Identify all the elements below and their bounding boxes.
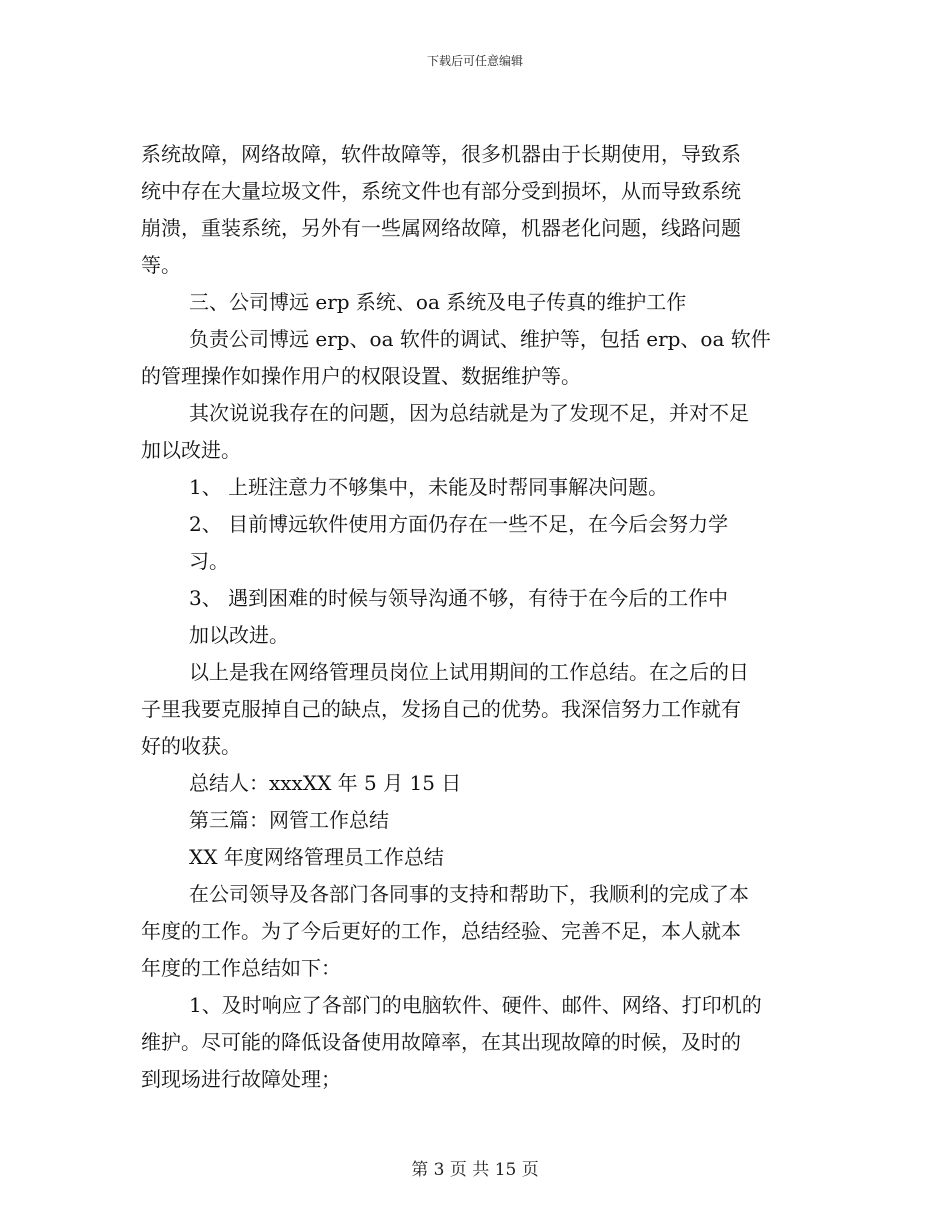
list-item: 1、 上班注意力不够集中，未能及时帮同事解决问题。: [189, 475, 669, 499]
body-line: 到现场进行故障处理；: [141, 1067, 341, 1091]
body-line: 好的收获。: [141, 734, 241, 758]
list-item: 加以改进。: [189, 623, 289, 647]
list-item: 习。: [189, 549, 229, 573]
body-line: 在公司领导及各部门各同事的支持和帮助下，我顺利的完成了本: [189, 882, 749, 906]
body-line: 年度的工作总结如下：: [141, 956, 341, 980]
body-line: 其次说说我存在的问题，因为总结就是为了发现不足，并对不足: [189, 401, 749, 425]
body-line: 加以改进。: [141, 438, 241, 462]
body-line: 等。: [141, 253, 181, 277]
section-title: XX 年度网络管理员工作总结: [189, 845, 444, 869]
page-footer: 第 3 页 共 15 页: [411, 1160, 539, 1180]
body-line: 的管理操作如操作用户的权限设置、数据维护等。: [141, 364, 581, 388]
section-heading: 第三篇：网管工作总结: [189, 808, 389, 832]
body-line: 崩溃，重装系统，另外有一些属网络故障，机器老化问题，线路问题: [141, 216, 741, 240]
page-header: 下载后可任意编辑: [426, 54, 523, 68]
body-line: 统中存在大量垃圾文件，系统文件也有部分受到损坏，从而导致系统: [141, 179, 741, 203]
body-line: 系统故障，网络故障，软件故障等，很多机器由于长期使用，导致系: [141, 142, 741, 166]
list-item: 1、及时响应了各部门的电脑软件、硬件、邮件、网络、打印机的: [189, 993, 762, 1017]
body-line: 维护。尽可能的降低设备使用故障率，在其出现故障的时候，及时的: [141, 1030, 741, 1054]
body-line: 负责公司博远 erp、oa 软件的调试、维护等，包括 erp、oa 软件: [189, 327, 771, 351]
body-line: 以上是我在网络管理员岗位上试用期间的工作总结。在之后的日: [189, 660, 749, 684]
body-line: 年度的工作。为了今后更好的工作，总结经验、完善不足，本人就本: [141, 919, 741, 943]
body-line: 子里我要克服掉自己的缺点，发扬自己的优势。我深信努力工作就有: [141, 697, 741, 721]
list-item: 3、 遇到困难的时候与领导沟通不够，有待于在今后的工作中: [189, 586, 729, 610]
section-heading: 三、公司博远 erp 系统、oa 系统及电子传真的维护工作: [189, 290, 687, 314]
signature-line: 总结人：xxxXX 年 5 月 15 日: [189, 771, 462, 795]
list-item: 2、 目前博远软件使用方面仍存在一些不足，在今后会努力学: [189, 512, 729, 536]
